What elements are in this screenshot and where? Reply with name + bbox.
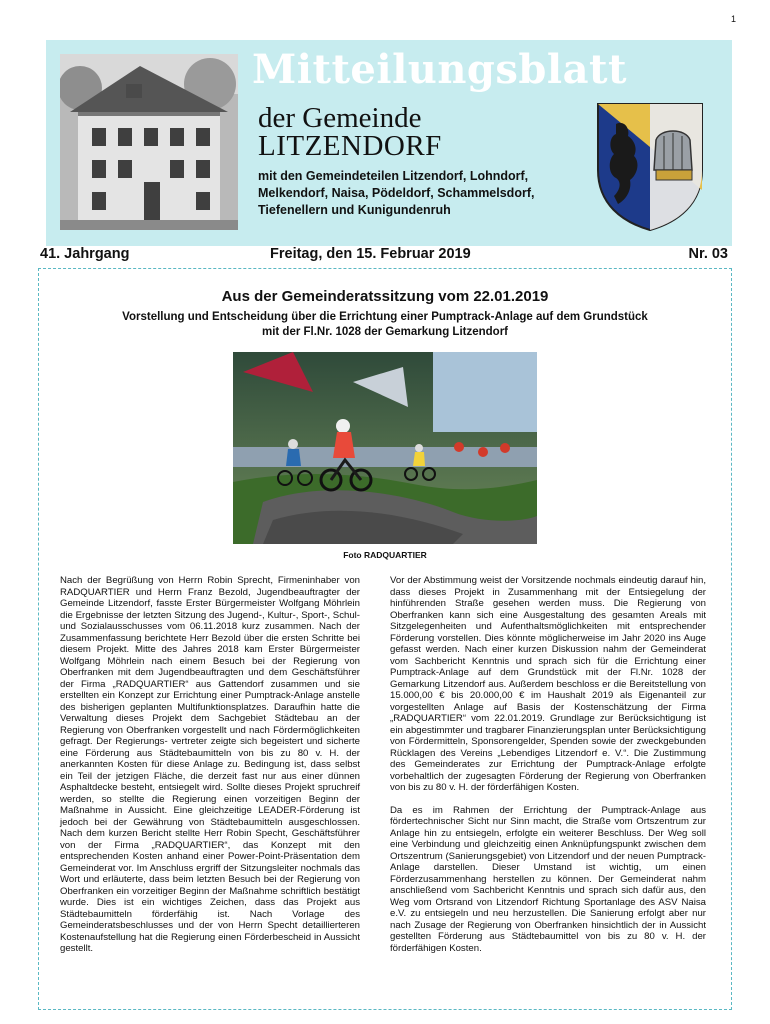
right-paragraph-1: Vor der Abstimmung weist der Vorsitzende nochmals eindeutig darauf hin, dass dieses Projekt in Zusammenhang mit der Entsiegelung der hinführenden Straße gesehen werden muss. Die Regierung von Oberfranken kann sich eine Ausgestaltung des gesamten Areals mit Sitzgelegenheiten und Aufenthaltsmöglichkeiten mit entsprechender Förderung vorstellen. Dies könnte möglicherweise im Jahr 2020 ins Auge gefasst werden. Nach einer kurzen Diskussion nahm der Gemeinderat vom Sachbericht Kenntnis und sprach sich für die Errichtung einer Pumptrack-Anlage auf dem Grundstück mit der Fl.Nr. 1028 der Gemarkung Litzendorf aus. Außerdem beschloss er die Bereitstellung von 15.000,00 € bis 20.000,00 € im Haushalt 2019 als Eigenanteil zur vorgestellten Anlage auf Basis der Kostenschätzung der Firma „RADQUARTIER“ vom 22.01.2019. Grundlage zur Berücksichtigung ist ein abgestimmter und tragbarer Finanzierungsplan unter Berücksichtigung von Fördermitteln, Sponsorengelder, Spenden sowie der zweckgebunden Rücklagen des Vereins „Lebendiges Litzendorf e. V.“. Die Zustimmung des Gemeinderates zur Errichtung der Pumptrack-Anlage erfolgte vorbehaltlich der zugesagten Förderung der Regierung von Oberfranken von bis zu 80 v. H. der förderfähigen Kosten. <box>390 575 706 793</box>
page-number: 1 <box>730 14 736 24</box>
right-paragraph-2: Da es im Rahmen der Errichtung der Pumptrack-Anlage aus fördertechnischer Sicht nur Sinn macht, die Straße vom Ortszentrum zur Anlage hin zu entsiegeln, erfolgte ein weiterer Beschluss. Der Weg soll eine Verbindung und gleichzeitig einen Anknüpfungspunkt zwischen dem Ortszentrum (Sanierungsgebiet) von Litzendorf und der neuen Pumptrack-Anlage darstellen. Dieser Umstand ist wichtig, um einen Förderzusammenhang herstellen zu können. Der Gemeinderat nahm anschließend vom Sachbericht Kenntnis und sprach sich dafür aus, den Weg vom Ortsrand von Litzendorf Richtung Sportanlage des ASV Naisa e.V. zu entsiegeln und neu herzustellen. Die Sanierung erfolgt aber nur nach Zusage der Regierung von Oberfranken hinsichtlich der in Aussicht gestellten Förderung aus Städtebaumittel von bis zu 80 v. H. der förderfähigen Kosten. <box>390 804 706 954</box>
masthead-header <box>46 40 732 246</box>
volume-label: 41. Jahrgang <box>40 246 130 262</box>
town-list: mit den Gemeindeteilen Litzendorf, Lohndorf, Melkendorf, Naisa, Pödeldorf, Schammelsdorf, Tiefenellern und Kunigundenruh <box>258 169 535 217</box>
article-right-column <box>390 575 706 965</box>
article-left-column <box>60 575 360 966</box>
coat-of-arms-icon <box>594 100 706 232</box>
issue-number: Nr. 03 <box>688 246 728 262</box>
pumptrack-photo <box>233 352 537 544</box>
article-subtitle: Vorstellung und Entscheidung über die Errichtung einer Pumptrack-Anlage auf dem Grundstück mit der Fl.Nr. 1028 der Gemarkung Litzendorf <box>122 311 648 338</box>
town-hall-photo <box>60 54 238 230</box>
masthead-line-2: LITZENDORF <box>258 130 442 162</box>
masthead-title: Mitteilungsblatt <box>252 46 627 93</box>
article-title: Aus der Gemeinderatssitzung vom 22.01.2019 <box>221 288 549 305</box>
left-paragraph: Nach der Begrüßung von Herrn Robin Sprecht, Firmeninhaber von RADQUARTIER und Herrn Franz Bezold, Jugendbeauftragter der Gemeinde Litzendorf, fasste Erster Bürgermeister Wolfgang Möhrlein die Ergebnisse der letzten Sitzung des Jugend-, Kultur-, Sport-, Schul- und Sozialausschusses vom 06.11.2018 kurz zusammen. Nach der Zusammenfassung berichtete Herr Bezold über die ersten Schritte bei diesem Projekt. Mitte des Jahres 2018 kam Erster Bürgermeister Wolfgang Möhrlein nach einem Besuch bei der Regierung von Oberfranken mit dem Jugendbeauftragten und dem Geschäftsführer der Firma „RADQUARTIER“ aus Gattendorf zusammen und sie erstellten ein Konzept zur Errichtung einer Pumptrack-Anlage anstelle des bisherigen geplanten Multifunktionsplatzes. Daraufhin hatte die Verwaltung dieses Projekt dem Sachgebiet Städtebau an der Regierung von Oberfranken vorgestellt und nach Fördermöglichkeiten gefragt. Der Regierungs- vertreter zeigte sich begeistert und sicherte eine Förderung aus Städtebaumitteln von bis zu 80 v. H. der anerkannten Kosten für diese Anlage zu. Bedingung ist, dass selbst ein Teil der jetzigen Fläche, die derzeit fast nur aus einer dünnen Asphaltdecke besteht, entsiegelt wird. Sollte dieses Projekt spruchreif werden, so stellte die Regierung einen vorzeitigen Beginn der Maßnahme in Aussicht. Eine gleichzeitige LEADER-Förderung ist jedoch bei der Gewährung von Städtebaumitteln ausgeschlossen. Nach dem kurzen Bericht stellte Herr Robin Specht, Geschäftsführer von der Firma „RADQUARTIER“, das Konzept mit den entsprechenden Kosten anhand einer Power-Point-Präsentation dem Gemeinderat vor. Im Anschluss ergriff der Sitzungsleiter nochmals das Wort und erläuterte, dass beim letzten Besuch bei der Regierung von Oberfranken ein vorzeitiger Beginn der Maßnahme schriftlich bestätigt wurde. Dies ist ein wichtiges Zeichen, dass das Projekt aus Städtebaumitteln förderfähig ist. Nach Vorlage des Gemeinderatsbeschlusses und der von Herrn Specht detaillierteren Kostenaufstellung hat die Regierung einen Förderbescheid in Aussicht gestellt. <box>60 575 360 954</box>
masthead-line-1: der Gemeinde <box>258 102 422 134</box>
issue-info-bar <box>40 243 738 267</box>
photo-caption: Foto RADQUARTIER <box>343 550 427 560</box>
issue-date: Freitag, den 15. Februar 2019 <box>270 246 471 262</box>
